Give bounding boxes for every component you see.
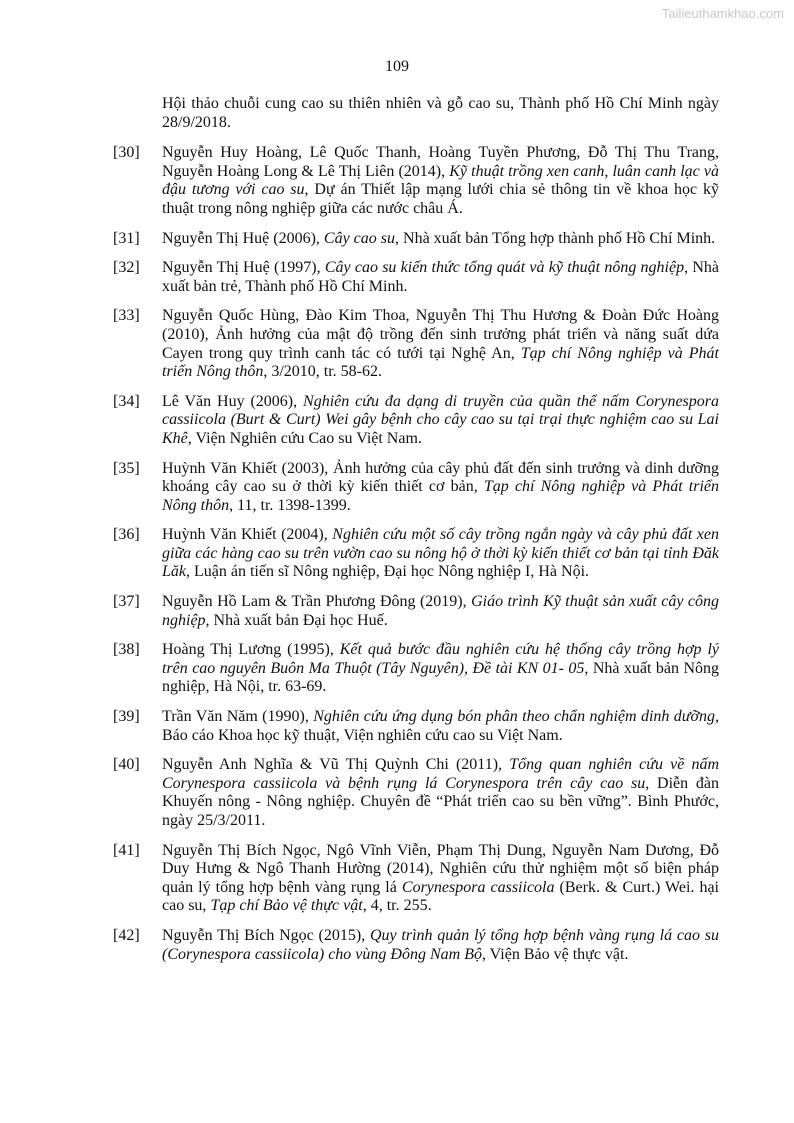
reference-text [162,756,719,830]
italic-text-run: Giáo trình Kỹ thuật sản xuất cây công nghiệp [162,593,719,629]
text-run: Nguyễn Thị Bích Ngọc, Ngô Vĩnh Viễn, Phạm Thị Dung, Nguyễn Nam Dương, Đỗ Duy Hưng & Ngô Thanh Hường (2014), Nghiên cứu thử nghiệm một số biện pháp quản lý tổng hợp bệnh vàng rụng lá [162,841,719,896]
reference-number: [39] [113,708,140,726]
reference-text [162,144,719,218]
reference-text [162,230,719,249]
reference-text [162,393,719,449]
reference-text [162,526,719,582]
italic-text-run: Cây cao su kiến thức tổng quát và kỹ thuật nông nghiệp [324,259,685,277]
reference-number: [37] [113,593,140,611]
reference-item [113,230,719,249]
reference-list [113,95,719,975]
text-run: Nguyễn Thị Huệ (2006), [162,229,324,247]
text-run: Nguyễn Thị Bích Ngọc (2015), [162,926,370,944]
text-run: Nguyễn Hồ Lam & Trần Phương Đông (2019), [162,593,472,611]
text-run: Huỳnh Văn Khiết (2004), [162,526,333,544]
text-run: Nguyễn Huy Hoàng, Lê Quốc Thanh, Hoàng Tuyền Phương, Đỗ Thị Thu Trang, Nguyễn Hoàng Long & Lê Thị Liên (2014), [162,144,719,180]
text-run: , Nhà xuất bản Nông nghiệp, Hà Nội, tr. 63-69. [162,659,719,696]
text-run: , Nhà xuất bản Đại học Huế. [205,611,388,629]
text-run: Huỳnh Văn Khiết (2003), Ảnh hưởng của cây phủ đất đến sinh trưởng và dinh dưỡng khoáng cây cao su ở thời kỳ kiến thiết cơ bản [162,459,719,496]
italic-text-run: Kết quả bước đầu nghiên cứu hệ thống cây trồng hợp lý trên cao nguyên Buôn Ma Thuột (Tây Nguyên), Đề tài KN 01- 05 [162,641,719,677]
text-run: , Nhà xuất bản trẻ, Thành phố Hồ Chí Minh. [162,259,720,295]
reference-number: [32] [113,259,140,277]
reference-text [162,842,719,916]
reference-number: [31] [113,229,140,247]
italic-text-run: , Tạp chí Nông nghiệp và Phát triển Nông thôn [162,478,720,514]
italic-text-run: Tổng quan nghiên cứu về nấm Corynespora cassiicola và bệnh rụng lá Corynespora trên cây cao su [162,756,720,792]
reference-number: [40] [113,756,140,774]
italic-text-run: Nghiên cứu một số cây trồng ngắn ngày và cây phủ đất xen giữa các hàng cao su trên vườn cao su nông hộ ở thời kỳ kiến thiết cơ bản tại tỉnh Đăk Lăk [162,526,720,581]
reference-item [113,593,719,630]
reference-text [162,259,719,296]
reference-number: [34] [113,392,140,410]
reference-entries [113,144,719,964]
reference-text [162,460,719,516]
text-run: , Viện Nghiên cứu Cao su Việt Nam. [187,429,422,447]
reference-number: [41] [113,841,140,859]
reference-item [113,307,719,381]
reference-text [162,927,719,964]
text-run: (Berk. & Curt.) Wei. hại cao su, [162,878,720,915]
italic-text-run: Tạp chí Nông nghiệp và Phát triển Nông thôn [162,344,719,381]
reference-item [113,393,719,449]
reference-text [162,708,719,745]
text-run: Hội thảo chuỗi cung cao su thiên nhiên và gỗ cao su, Thành phố Hồ Chí Minh ngày 28/9/2018. [162,95,719,131]
text-run: , Nhà xuất bản Tổng hợp thành phố Hồ Chí Minh. [395,229,716,247]
text-run: , Báo cáo Khoa học kỹ thuật, Viện nghiên cứu cao su Việt Nam. [162,708,720,744]
italic-text-run: Corynespora cassiicola [401,878,555,896]
reference-item [113,708,719,745]
text-run: , 3/2010, tr. 58-62. [263,363,383,381]
italic-text-run: Quy trình quản lý tổng hợp bệnh vàng rụng lá cao su (Corynespora cassiicola) cho vùng Đông Nam Bộ [162,926,719,963]
reference-number: [30] [113,144,140,162]
text-run: Nguyễn Anh Nghĩa & Vũ Thị Quỳnh Chi (2011), [162,756,510,774]
reference-number: [38] [113,641,140,659]
text-run: Nguyễn Thị Huệ (1997), [162,259,325,277]
italic-text-run: Tạp chí Bảo vệ thực vật [210,897,363,915]
text-run: Trần Văn Năm (1990), [162,708,314,726]
reference-item [113,144,719,218]
reference-item [113,756,719,830]
reference-item [113,259,719,296]
text-run: Hoàng Thị Lương (1995), [162,641,340,659]
italic-text-run: Kỹ thuật trồng xen canh, luân canh lạc và đậu tương với cao su [162,162,719,199]
reference-text [162,593,719,630]
text-run: , Viện Bảo vệ thực vật. [481,945,629,963]
watermark: Tailieuthamkhao.com [661,6,784,21]
italic-text-run: Nghiên cứu đa dạng di truyền của quần thể nấm Corynespora cassiicola (Burt & Curt) Wei gây bệnh cho cây cao su tại trại thực nghiệm cao su Lai Khê [162,392,720,447]
reference-text [162,641,719,697]
reference-item [113,460,719,516]
reference-item [113,641,719,697]
italic-text-run: Cây cao su [323,229,396,247]
text-run: , Diễn đàn Khuyến nông - Nông nghiệp. Chuyên đề “Phát triển cao su bền vững”. Bình Phước, ngày 25/3/2011. [162,774,720,829]
text-run: Lê Văn Huy (2006), [162,392,304,410]
text-run: , 4, tr. 255. [362,897,432,915]
reference-item [113,927,719,964]
reference-number: [42] [113,926,140,944]
reference-text [162,307,719,381]
text-run: , Dự án Thiết lập mạng lưới chia sẻ thông tin về khoa học kỹ thuật trong nông nghiệp giữa các nước châu Á. [162,181,719,217]
reference-number: [33] [113,307,140,325]
reference-text [162,95,719,132]
text-run: , 11, tr. 1398-1399. [229,496,351,514]
reference-number: [36] [113,526,140,544]
text-run: , Luận án tiến sĩ Nông nghiệp, Đại học Nông nghiệp I, Hà Nội. [186,563,590,581]
reference-continuation [113,95,719,132]
reference-number: [35] [113,459,140,477]
text-run: Nguyễn Quốc Hùng, Đào Kim Thoa, Nguyễn Thị Thu Hương & Đoàn Đức Hoàng (2010), Ảnh hưởng của mật độ trồng đến sinh trưởng phát triển và năng suất dứa Cayen trong quy trình canh tác có tưới tại Nghệ An, [162,307,719,362]
italic-text-run: Nghiên cứu ứng dụng bón phân theo chẩn nghiệm dinh dưỡng [313,708,716,726]
reference-item [113,526,719,582]
page-number: 109 [385,58,409,75]
reference-item [113,842,719,916]
